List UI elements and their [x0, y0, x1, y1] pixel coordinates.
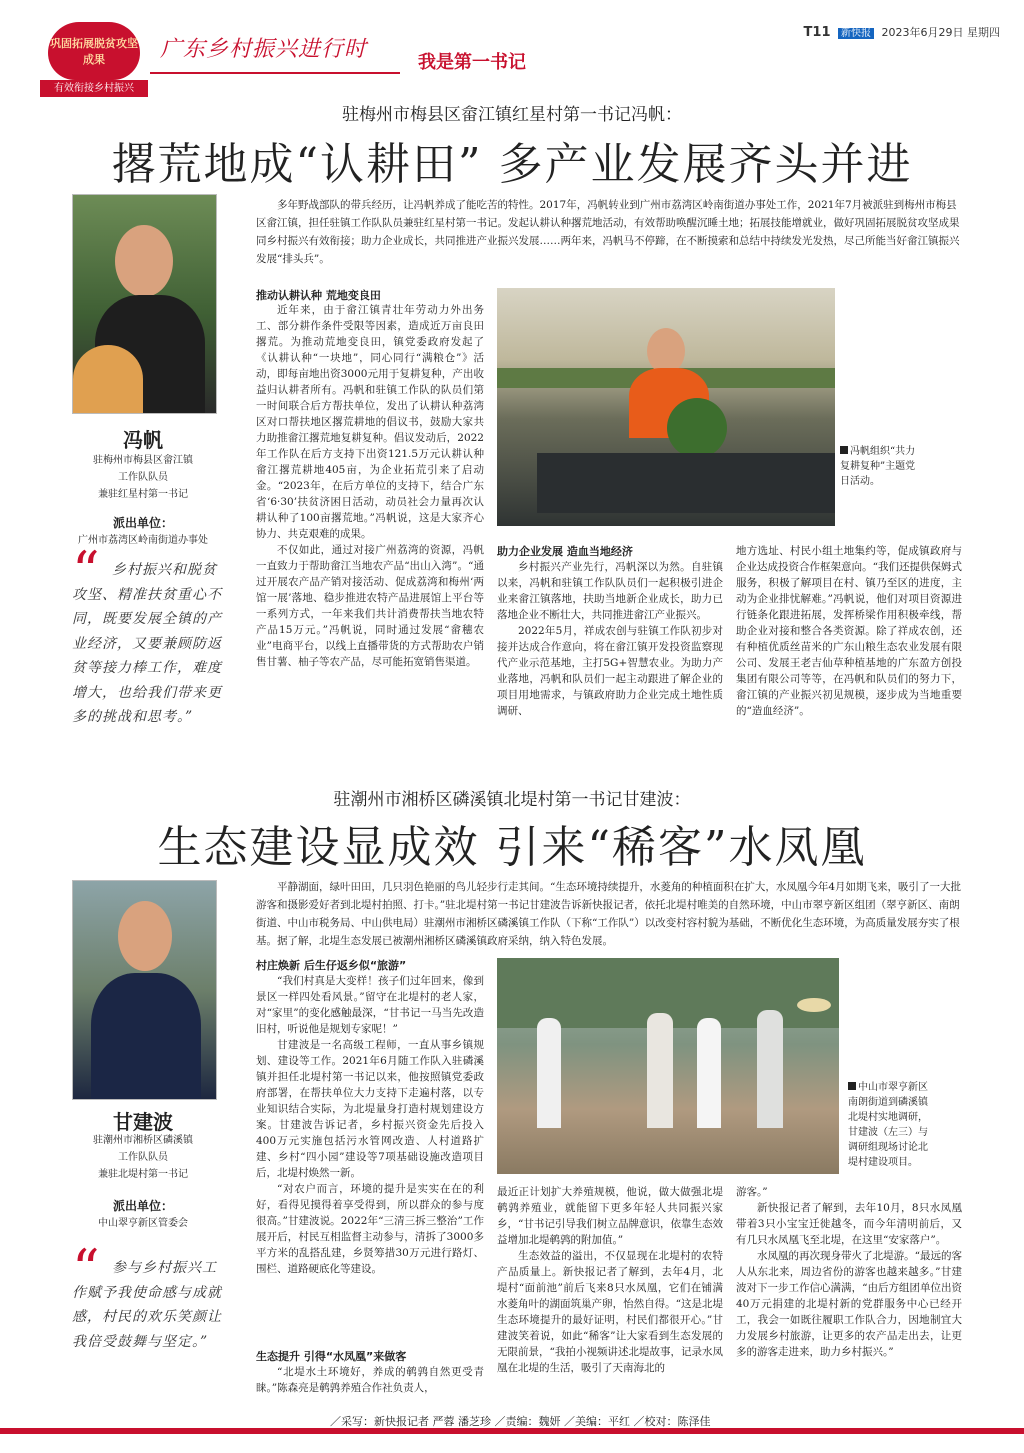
unit-label: 派出单位： — [112, 516, 173, 530]
role-line: 兼驻北堤村第一书记 — [98, 1169, 188, 1180]
caption-marker-icon — [848, 1082, 856, 1090]
paragraph: 地方选址、村民小组土地集约等，促成镇政府与企业达成投资合作框架意向。“我们还提供保姆式服务，积极了解项目在村、镇乃至区的进度，主动为企业排忧解难。”冯帆说，他们对项目资源进行链条化跟进拓展，发挥桥梁作用积极牵线，帮助企业对接和整合各类资源。除了祥成农创，还有种植优质丝苗米的广东山粮生态农业发展有限公司、发展王老吉仙草种植基地的广东盈方创投集团有限公司等等，在冯帆和队员们的努力下，畲江镇的产业振兴初见规模，逐步成为当地重要的“造血经济”。 — [736, 545, 962, 717]
credits-line: ／采写：新快报记者 严蓉 潘芝珍 ／责编：魏妍 ／美编：平红 ／校对：陈泽佳 — [330, 1415, 711, 1428]
article2-column-3 — [736, 1184, 962, 1360]
photo-person — [647, 1013, 673, 1128]
paragraph: 新快报记者了解到，去年10月，8只水凤凰带着3只小宝宝迁徙越冬，而今年清明前后，又有几只水凤凰飞至北堤，在这里“安家落户”。 — [736, 1202, 962, 1246]
article2-column-1 — [256, 973, 484, 1277]
pull-quote: 乡村振兴和脱贫攻坚、精准扶贫重心不同，既要发展全镇的产业经济，又要兼顾防返贫等接力棒工作，难度增大，也给我们带来更多的挑战和思考。” — [72, 562, 222, 725]
role-line: 工作队队员 — [118, 472, 168, 483]
article1-subhead-1: 推动认耕认种 荒地变良田 — [256, 289, 381, 302]
article2-lead: 平静湖面，绿叶田田，几只羽色艳丽的鸟儿轻步行走其间。“生态环境持续提升，水菱角的种植面积在扩大，水凤凰今年4月如期飞来，吸引了一大批游客和摄影爱好者到北堤村拍照、打卡。”驻北堤村第一书记甘建波告诉新快报记者，依托北堤村唯美的自然环境，中山市翠亨新区组团（翠亨新区、南朗街道、中山市税务局、中山供电局）驻潮州市湘桥区磷溪镇工作队（下称“工作队”）以改变村容村貌为基础，不断优化生态环境，为高质量发展夯实了根基。据了解，北堤生态发展已被潮州湘桥区磷溪镇政府采纳，纳入特色发展。 — [256, 881, 962, 947]
article1-column-3 — [736, 543, 962, 719]
role-line: 驻潮州市湘桥区磷溪镇 — [93, 1135, 193, 1146]
portrait-fengfan — [72, 194, 217, 414]
portrait-pumpkin — [73, 345, 143, 413]
page-number: T11 — [803, 25, 831, 40]
photo-person — [697, 1018, 721, 1128]
photo-caption — [840, 444, 922, 489]
person-name: 冯帆 — [123, 428, 163, 452]
caption-marker-icon — [840, 446, 848, 454]
paper-tag: 新快报 — [838, 28, 874, 39]
unit-label: 派出单位： — [112, 1199, 173, 1213]
article1-kicker: 驻梅州市梅县区畲江镇红星村第一书记冯帆： — [342, 105, 682, 125]
article2-kicker: 驻潮州市湘桥区磷溪镇北堤村第一书记甘建波： — [333, 790, 691, 810]
article1-column-1 — [256, 302, 484, 670]
photo-seedlings — [667, 398, 727, 458]
article1-lead: 多年野战部队的带兵经历，让冯帆养成了能吃苦的特性。2017年，冯帆转业到广州市荔湾区岭南街道办事处工作，2021年7月被派驻到梅州市梅县区畲江镇，担任驻镇工作队队员兼驻红星村第一书记。发起认耕认种撂荒地活动，有效帮助唤醒沉睡土地；拓展技能增就业，做好巩固拓展脱贫攻坚成果同乡村振兴有效衔接；助力企业成长，共同推进产业振兴发展……两年来，冯帆马不停蹄，在不断摸索和总结中持续发光发热，尽己所能当好畲江镇振兴发展“排头兵”。 — [256, 199, 960, 265]
role-line: 兼驻红星村第一书记 — [98, 489, 188, 500]
photo-person — [537, 1018, 561, 1128]
caption-text: 中山市翠亨新区南朗街道到磷溪镇北堤村实地调研，甘建波（左三）与调研组现场讨论北堤村建设项目。 — [848, 1082, 928, 1168]
paragraph: 甘建波是一名高级工程师，一直从事乡镇规划、建设等工作。2021年6月随工作队入驻磷溪镇并担任北堤村第一书记以来，他按照镇党委政府部署，在帮扶单位大力支持下走遍村落，以专业知识结合实际，为北堤量身打造村规划建设方案。甘建波告诉记者，乡村振兴资金先后投入400万元实施包括污水管网改造、人村道路扩建、乡村“四小园”建设等7项基础设施改造项目后，北堤村焕然一新。 — [256, 1039, 484, 1179]
article1-column-2 — [497, 559, 723, 719]
photo-farming — [497, 288, 835, 526]
person-roles — [68, 1132, 218, 1183]
article2-headline: 生态建设显成效 引来“稀客”水凤凰 — [157, 822, 867, 873]
quote-mark-icon: “ — [72, 1238, 100, 1301]
unit-name: 中山翠亨新区管委会 — [98, 1218, 188, 1229]
photo-person — [757, 1010, 783, 1128]
paragraph: 乡村振兴产业先行，冯帆深以为然。自驻镇以来，冯帆和驻镇工作队队员们一起积极引进企业来畲江镇落地，扶助当地新企业成长，助力已落地企业不断壮大，共同推进畲江产业振兴。 — [497, 561, 723, 621]
masthead-ribbon: 有效衔接乡村振兴 — [40, 80, 148, 97]
paragraph: “北堤水土环境好，养成的鹌鹑自然更受青睐。”陈森亮是鹌鹑养殖合作社负责人， — [256, 1366, 484, 1394]
page-info — [804, 24, 1000, 40]
paragraph: 2022年5月，祥成农创与驻镇工作队初步对接并达成合作意向，将在畲江镇开发投资监察现代产业示范基地，主打5G+智慧农业。为助力产业落地，冯帆和队员们一起主动跟进了解企业的项目用地需求，与镇政府助力企业完成土地性质调研、 — [497, 625, 723, 717]
paragraph: 生态效益的溢出，不仅显现在北堤村的农特产品质量上。新快报记者了解到，去年4月，北堤村“面前池”前后飞来8只水凤凰，它们在铺满水菱角叶的湖面筑巢产卵，怡然自得。“这是北堤生态环境提升的最好证明，村民们都很开心。”甘建波笑着说，如此“稀客”让大家看到生态发展的无限前景，“我拍小视频讲述北堤故事，记录水凤凰在北堤的生活，吸引了天南海北的 — [497, 1250, 723, 1374]
article2-column-1-end — [256, 1364, 484, 1396]
paragraph: 近年来，由于畲江镇青壮年劳动力外出务工、部分耕作条件受限等因素，造成近万亩良田撂荒。为推动荒地变良田，镇党委政府发起了《认耕认种“一块地”，同心同行“满粮仓”》活动，即每亩地出资3000元用于复耕复种，产出收益归认耕者所有。冯帆和驻镇工作队的队员们第一时间联合后方帮扶单位，发出了认耕认种荔湾区对口帮扶地区撂荒耕地的倡议书，鼓励大家共力助推畲江撂荒地复耕复种。倡议发动后，2022年工作队在后方支持下出资121.5万元认耕认种畲江撂荒耕地405亩，为企业拓荒引来了启动金。“2023年，在后方单位的支持下，结合广东省‘6·30’扶贫济困日活动，动员社会力量再次认耕认种了100亩撂荒地。”冯帆说，这是大家齐心协力、共克艰难的成果。 — [256, 304, 484, 540]
portrait-body — [91, 973, 201, 1100]
paragraph: “对农户而言，环境的提升是实实在在的利好，看得见摸得着享受得到，所以群众的参与度很高。”甘建波说。2022年“三清三拆三整治”工作展开后，村民互相监督主动参与，清拆了3000多平方米的乱搭乱建，乡贤筹措30万元进行路灯、围栏、道路硬底化等建设。 — [256, 1183, 484, 1275]
pull-quote: 参与乡村振兴工作赋予我使命感与成就感，村民的欢乐笑颜让我倍受鼓舞与坚定。” — [72, 1260, 222, 1350]
article1-subhead-2: 助力企业发展 造血当地经济 — [497, 545, 633, 558]
article2-subhead-1: 村庄焕新 后生仔返乡似“旅游” — [256, 959, 407, 972]
masthead-badge: 巩固拓展脱贫攻坚成果 — [48, 22, 140, 80]
person-name: 甘建波 — [113, 1110, 173, 1134]
column-title: 我是第一书记 — [418, 52, 526, 73]
footer-bar — [0, 1428, 1024, 1434]
photo-field-survey — [497, 958, 839, 1174]
article1-headline: 撂荒地成“认耕田” 多产业发展齐头并进 — [111, 139, 913, 190]
series-title: 广东乡村振兴进行时 — [160, 37, 368, 62]
caption-text: 冯帆组织“共力复耕复种”主题党日活动。 — [840, 446, 916, 487]
photo-mulch-film — [537, 453, 835, 513]
role-line: 工作队队员 — [118, 1152, 168, 1163]
portrait-ganjianbo — [72, 880, 217, 1100]
photo-straw-hat — [797, 998, 831, 1012]
paragraph: 不仅如此，通过对接广州荔湾的资源，冯帆一直致力于帮助畲江当地农产品“出山入湾”。“通过开展农产品产销对接活动、促成荔湾和梅州‘两馆一展’落地、稳步推进农特产品进展馆上平台等一系列方式，一年来我们共计消费帮扶当地农特产品15万元。”冯帆说，同时通过发展“畲穗农业”电商平台，以线上直播带货的方式帮助农户销售甘薯、柚子等农产品，尽可能拓宽销售渠道。 — [256, 544, 484, 668]
paragraph: 水凤凰的再次现身带火了北堤游。“最远的客人从东北来，周边省份的游客也越来越多。”甘建波对下一步工作信心满满，“由后方组团单位出资40万元捐建的北堤村新的党群服务中心已经开工，我会一如既往履职工作队合力，因地制宜大力发展乡村旅游，让更多的农产品走出去，让更多的游客走进来，助力乡村振兴。” — [736, 1250, 962, 1358]
article2-subhead-2: 生态提升 引得“水凤凰”来做客 — [256, 1350, 407, 1363]
portrait-head — [115, 225, 173, 297]
paragraph: 游客。” — [736, 1186, 768, 1198]
article2-column-2 — [497, 1184, 723, 1376]
role-line: 驻梅州市梅县区畲江镇 — [93, 455, 193, 466]
paragraph: “我们村真是大变样！孩子们过年回来，像到景区一样四处看风景。”留守在北堤村的老人家，对“家里”的变化感触最深，“甘书记一马当先改造旧村，听说他是规划专家呢！” — [256, 975, 484, 1035]
masthead-divider — [150, 72, 400, 74]
quote-mark-icon: “ — [72, 540, 100, 603]
unit-name: 广州市荔湾区岭南街道办事处 — [78, 535, 208, 546]
portrait-head — [118, 901, 172, 971]
photo-caption — [848, 1080, 932, 1170]
person-roles — [68, 452, 218, 503]
paragraph: 最近正计划扩大养殖规模，他说，做大做强北堤鹌鹑养殖业，就能留下更多年轻人共同振兴家乡，“甘书记引导我们树立品牌意识，依靠生态效益增加北堤鹌鹑的附加值。” — [497, 1186, 723, 1246]
page-date: 2023年6月29日 星期四 — [881, 26, 1000, 39]
